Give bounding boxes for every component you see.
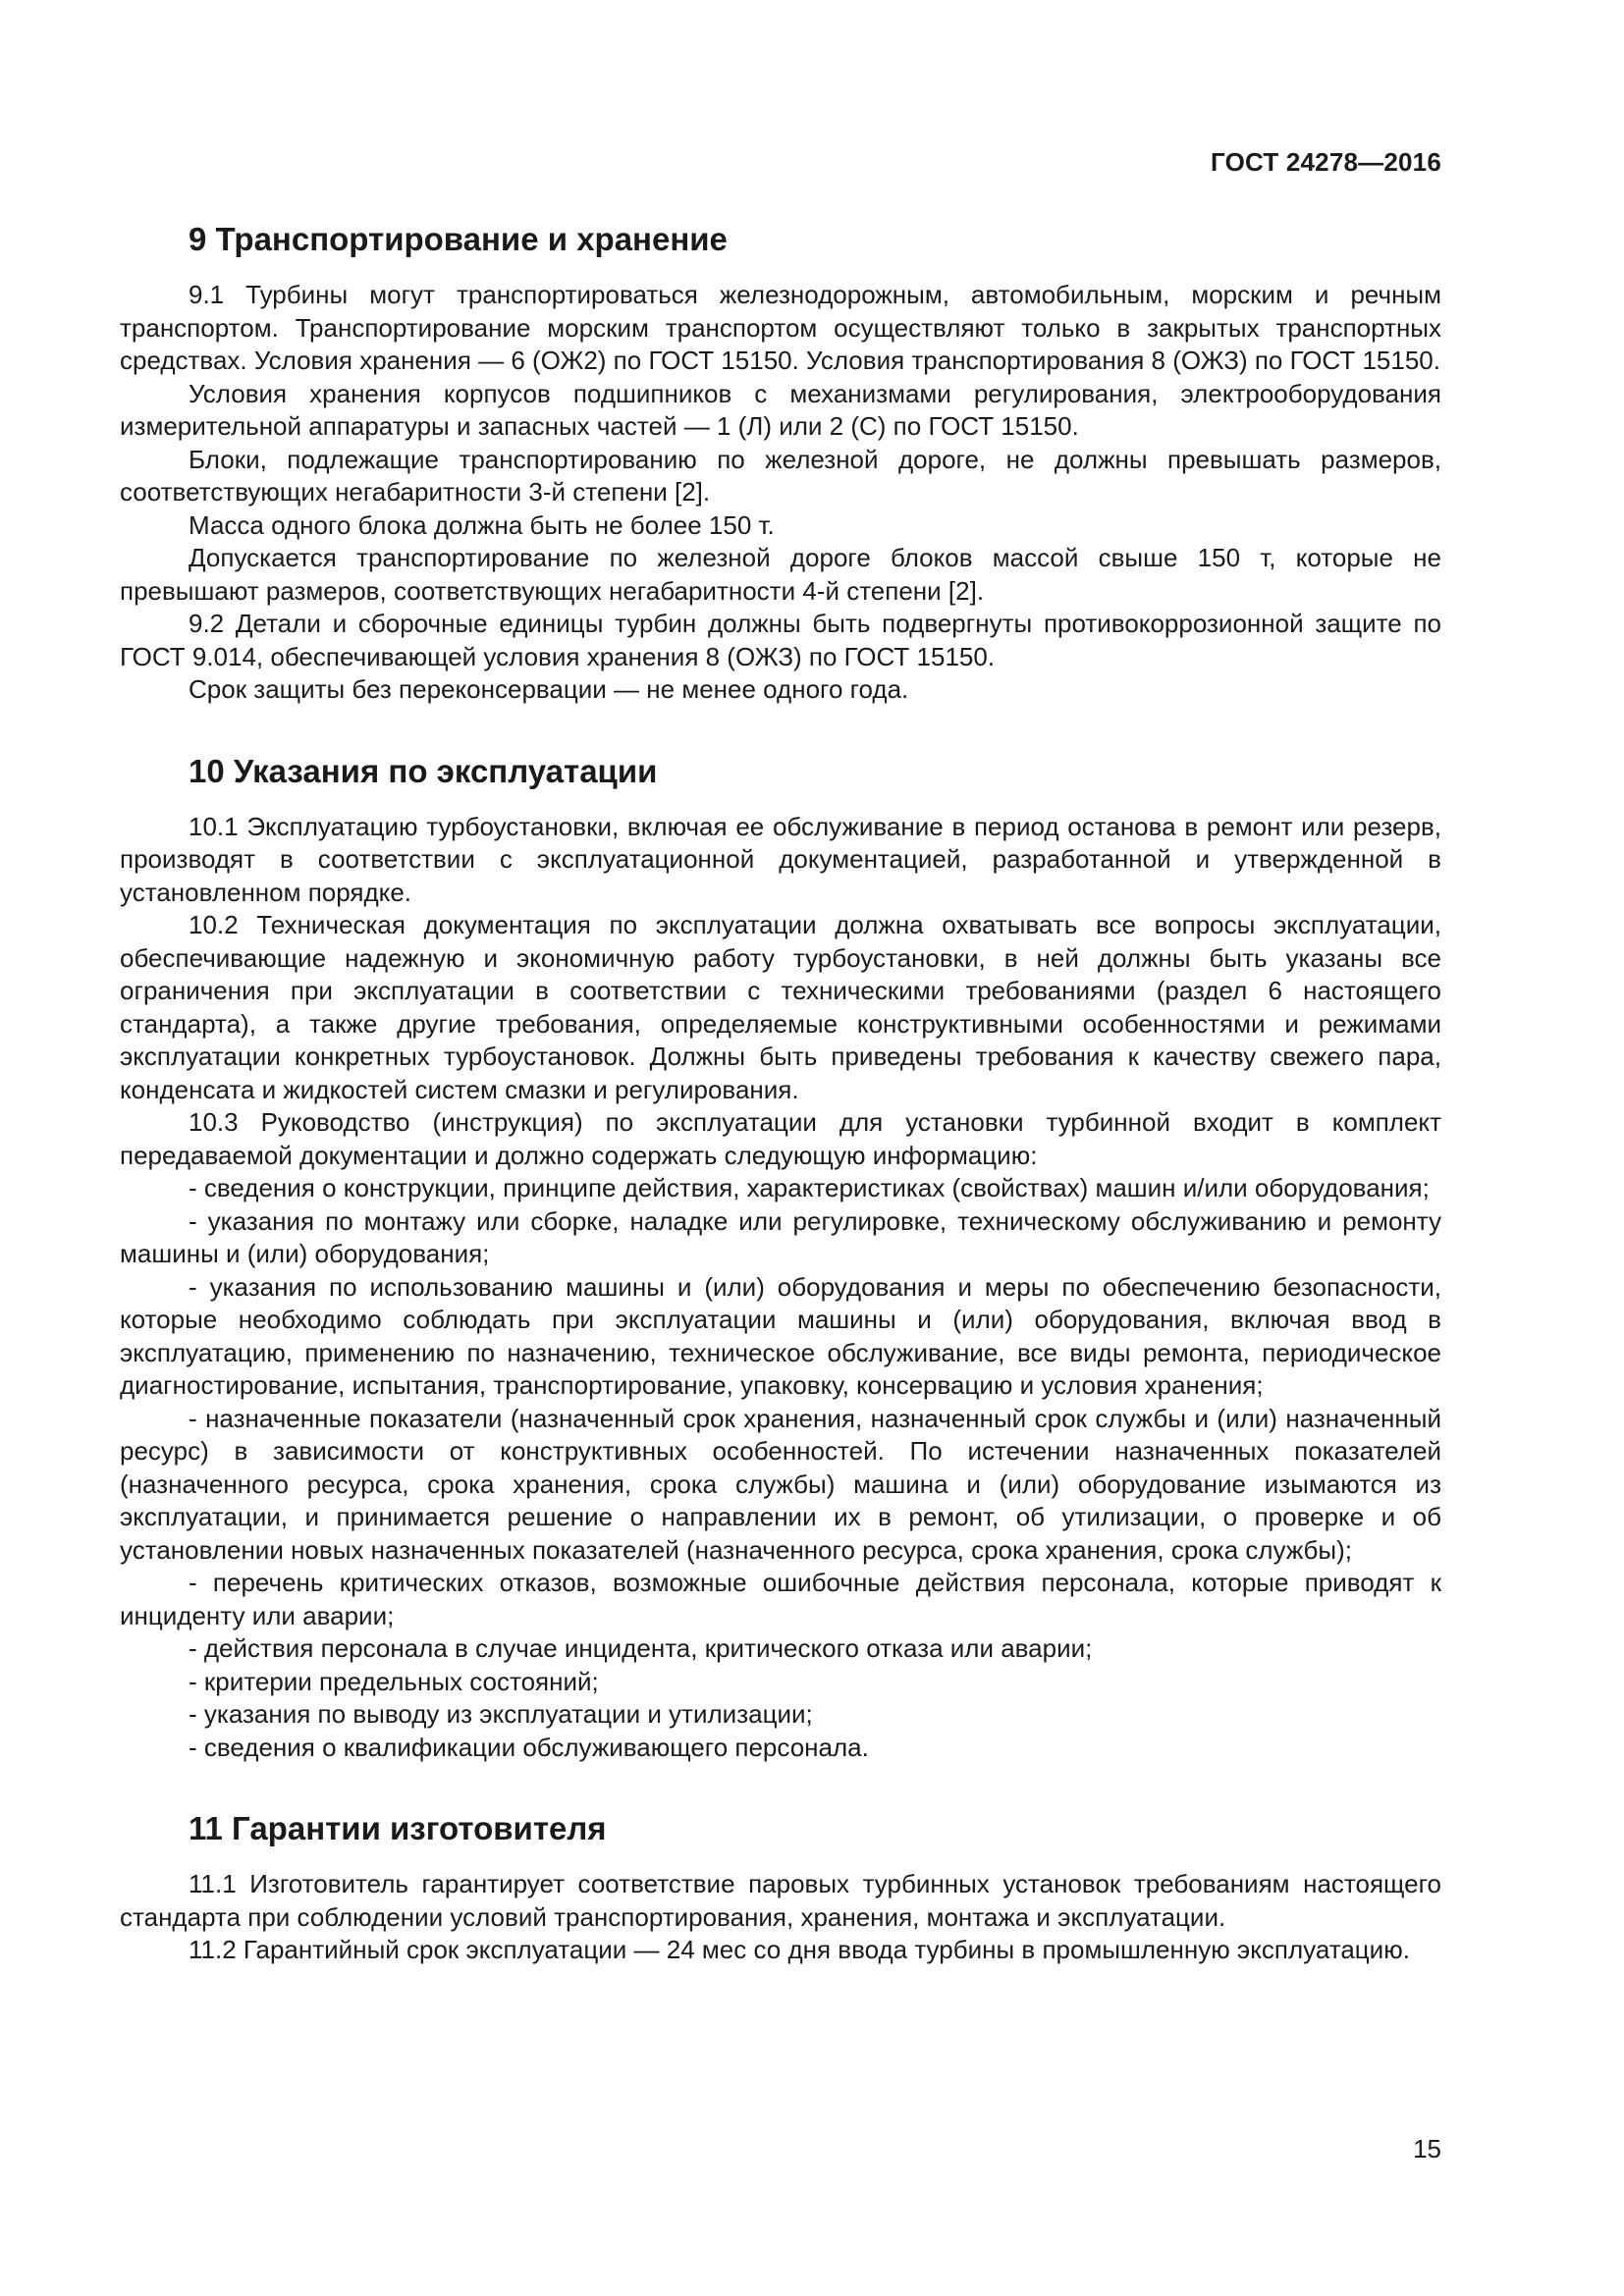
section-title: 9 Транспортирование и хранение (189, 221, 728, 257)
paragraph: 10.3 Руководство (инструкция) по эксплуатации для установки турбинной входит в комплект передаваемой документации и должно содержать следующую информацию: (120, 1107, 1441, 1170)
paragraph: 9.1 Турбины могут транспортироваться железнодорожным, автомобильным, морским и речным транспортом. Транспортирование морским транспортом осуществляют только в закрытых транспортных средствах. Условия хранения — 6 (ОЖ2) по ГОСТ 15150. Условия транспортирования 8 (ОЖЗ) по ГОСТ 15150. (120, 280, 1441, 375)
list-item: - назначенные показатели (назначенный срок хранения, назначенный срок службы и (или) назначенный ресурс) в зависимости от конструктивных особенностей. По истечении назначенных показателей (назначенного ресурса, срока хранения, срока службы) машина и (или) оборудование изымаются из эксплуатации, и принимается решение о направлении их в ремонт, об утилизации, о проверке и об установлении новых назначенных показателей (назначенного ресурса, срока хранения, срока службы); (120, 1403, 1441, 1565)
list-item: - критерии предельных состояний; (189, 1666, 599, 1696)
paragraph: 10.2 Техническая документация по эксплуатации должна охватывать все вопросы эксплуатации, обеспечивающие надежную и экономичную работу турбоустановки, в ней должны быть указаны все ограничения при эксплуатации в соответствии с техническими требованиями (раздел 6 настоящего стандарта), а также другие требования, определяемые конструктивными особенностями и режимами эксплуатации конкретных турбоустановок. Должны быть приведены требования к качеству свежего пара, конденсата и жидкостей систем смазки и регулирования. (120, 910, 1441, 1104)
document-body (120, 220, 1441, 1967)
list-item: - действия персонала в случае инцидента, критического отказа или аварии; (189, 1633, 1093, 1663)
document-code: ГОСТ 24278—2016 (1211, 147, 1441, 177)
paragraph: Масса одного блока должна быть не более 150 т. (189, 509, 775, 540)
paragraph: 9.2 Детали и сборочные единицы турбин должны быть подвергнуты противокоррозионной защите по ГОСТ 9.014, обеспечивающей условия хранения 8 (ОЖЗ) по ГОСТ 15150. (120, 609, 1441, 671)
paragraph: Срок защиты без переконсервации — не менее одного года. (189, 674, 909, 704)
list-item: - перечень критических отказов, возможные ошибочные действия персонала, которые приводят к инциденту или аварии; (120, 1568, 1441, 1630)
section-operation-instructions (120, 752, 1441, 1765)
section-title: 11 Гарантии изготовителя (189, 1810, 607, 1846)
page-number: 15 (1413, 2134, 1441, 2163)
section-transport-storage (120, 220, 1441, 707)
paragraph: 10.1 Эксплуатацию турбоустановки, включая ее обслуживание в период останова в ремонт или резерв, производят в соответствии с эксплуатационной документацией, разработанной и утвержденной в установленном порядке. (120, 811, 1441, 907)
section-title: 10 Указания по эксплуатации (189, 752, 658, 789)
paragraph: 11.1 Изготовитель гарантирует соответствие паровых турбинных установок требованиям настоящего стандарта при соблюдении условий транспортирования, хранения, монтажа и эксплуатации. (120, 1869, 1441, 1932)
paragraph: 11.2 Гарантийный срок эксплуатации — 24 мес со дня ввода турбины в промышленную эксплуатацию. (189, 1935, 1410, 1964)
list-item: - указания по выводу из эксплуатации и утилизации; (189, 1699, 813, 1729)
list-item: - указания по использованию машины и (или) оборудования и меры по обеспечению безопасности, которые необходимо соблюдать при эксплуатации машины и (или) оборудования, включая ввод в эксплуатацию, применению по назначению, техническое обслуживание, все виды ремонта, периодическое диагностирование, испытания, транспортирование, упаковку, консервацию и условия хранения; (120, 1271, 1441, 1400)
list-item: - сведения о конструкции, принципе действия, характеристиках (свойствах) машин и/или оборудования; (189, 1173, 1430, 1202)
list-item: - указания по монтажу или сборке, наладке или регулировке, техническому обслуживанию и ремонту машины и (или) оборудования; (120, 1205, 1441, 1268)
section-manufacturer-warranty (120, 1809, 1441, 1967)
paragraph: Условия хранения корпусов подшипников с механизмами регулирования, электрооборудования измерительной аппаратуры и запасных частей — 1 (Л) или 2 (С) по ГОСТ 15150. (120, 378, 1441, 441)
paragraph: Допускается транспортирование по железной дороге блоков массой свыше 150 т, которые не превышают размеров, соответствующих негабаритности 4-й степени [2]. (120, 543, 1441, 606)
list-item: - сведения о квалификации обслуживающего персонала. (189, 1732, 869, 1762)
paragraph: Блоки, подлежащие транспортированию по железной дороге, не должны превышать размеров, соответствующих негабаритности 3-й степени [2]. (120, 444, 1441, 507)
